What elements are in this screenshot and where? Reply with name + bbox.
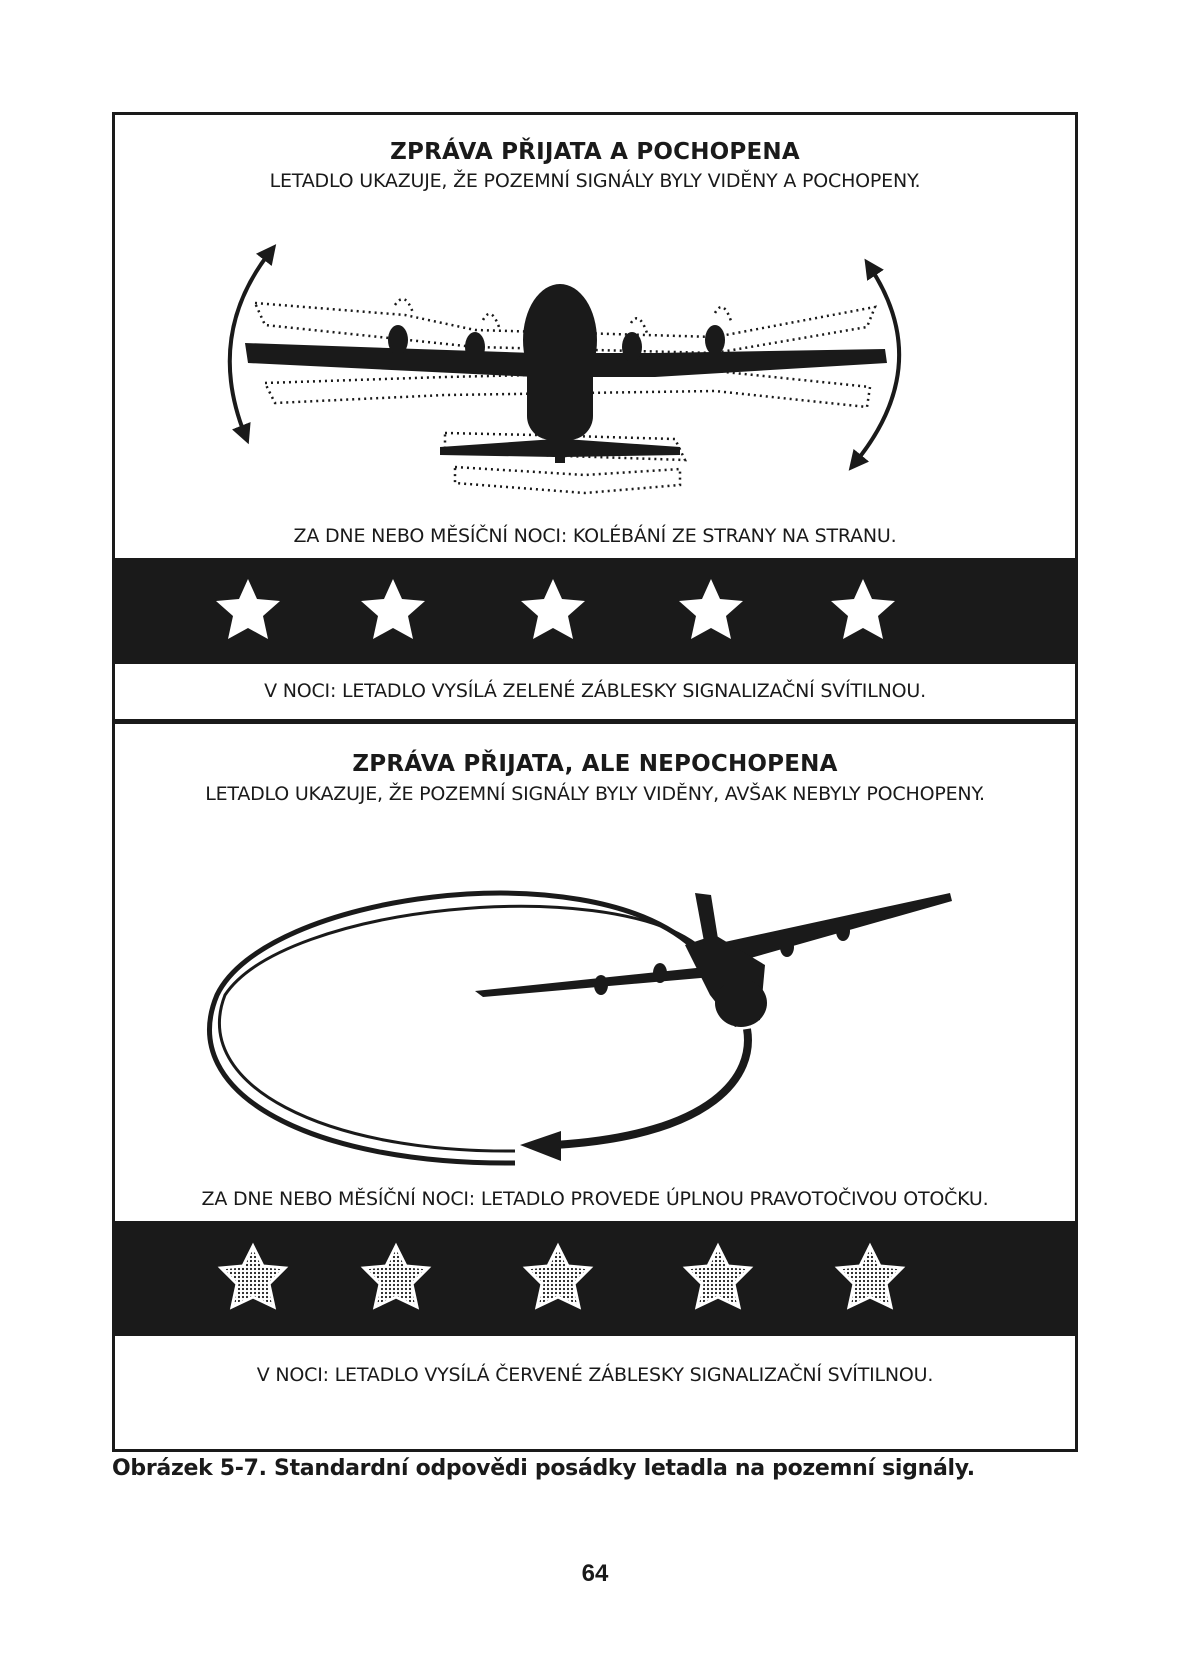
stippled-star-flash-icon xyxy=(838,1246,902,1307)
section-1-title: ZPRÁVA PŘIJATA A POCHOPENA xyxy=(390,139,800,165)
figure-caption: Obrázek 5-7. Standardní odpovědi posádky letadla na pozemní signály. xyxy=(112,1456,975,1481)
page-number: 64 xyxy=(581,1560,609,1587)
section-2-night-caption: V NOCI: LETADLO VYSÍLÁ ČERVENÉ ZÁBLESKY SIGNALIZAČNÍ SVÍTILNOU. xyxy=(256,1364,934,1386)
stippled-star-flash-icon xyxy=(364,1246,428,1307)
figure-frame xyxy=(112,112,1078,1452)
section-1-night-caption: V NOCI: LETADLO VYSÍLÁ ZELENÉ ZÁBLESKY SIGNALIZAČNÍ SVÍTILNOU. xyxy=(264,680,926,702)
stippled-star-flash-icon xyxy=(221,1246,285,1307)
night-flash-band-red xyxy=(115,1221,1075,1336)
section-2-title: ZPRÁVA PŘIJATA, ALE NEPOCHOPENA xyxy=(352,751,838,777)
stippled-star-flash-icon xyxy=(686,1246,750,1307)
section-2-day-caption: ZA DNE NEBO MĚSÍČNÍ NOCI: LETADLO PROVEDE ÚPLNOU PRAVOTOČIVOU OTOČKU. xyxy=(201,1188,989,1210)
section-1-day-caption: ZA DNE NEBO MĚSÍČNÍ NOCI: KOLÉBÁNÍ ZE STRANY NA STRANU. xyxy=(293,525,897,547)
stippled-star-flash-icon xyxy=(526,1246,590,1307)
section-2-subtitle: LETADLO UKAZUJE, ŽE POZEMNÍ SIGNÁLY BYLY VIDĚNY, AVŠAK NEBYLY POCHOPENY. xyxy=(205,783,985,805)
red-flash-stars xyxy=(115,1221,1075,1336)
section-1-subtitle: LETADLO UKAZUJE, ŽE POZEMNÍ SIGNÁLY BYLY VIDĚNY A POCHOPENY. xyxy=(269,170,921,192)
